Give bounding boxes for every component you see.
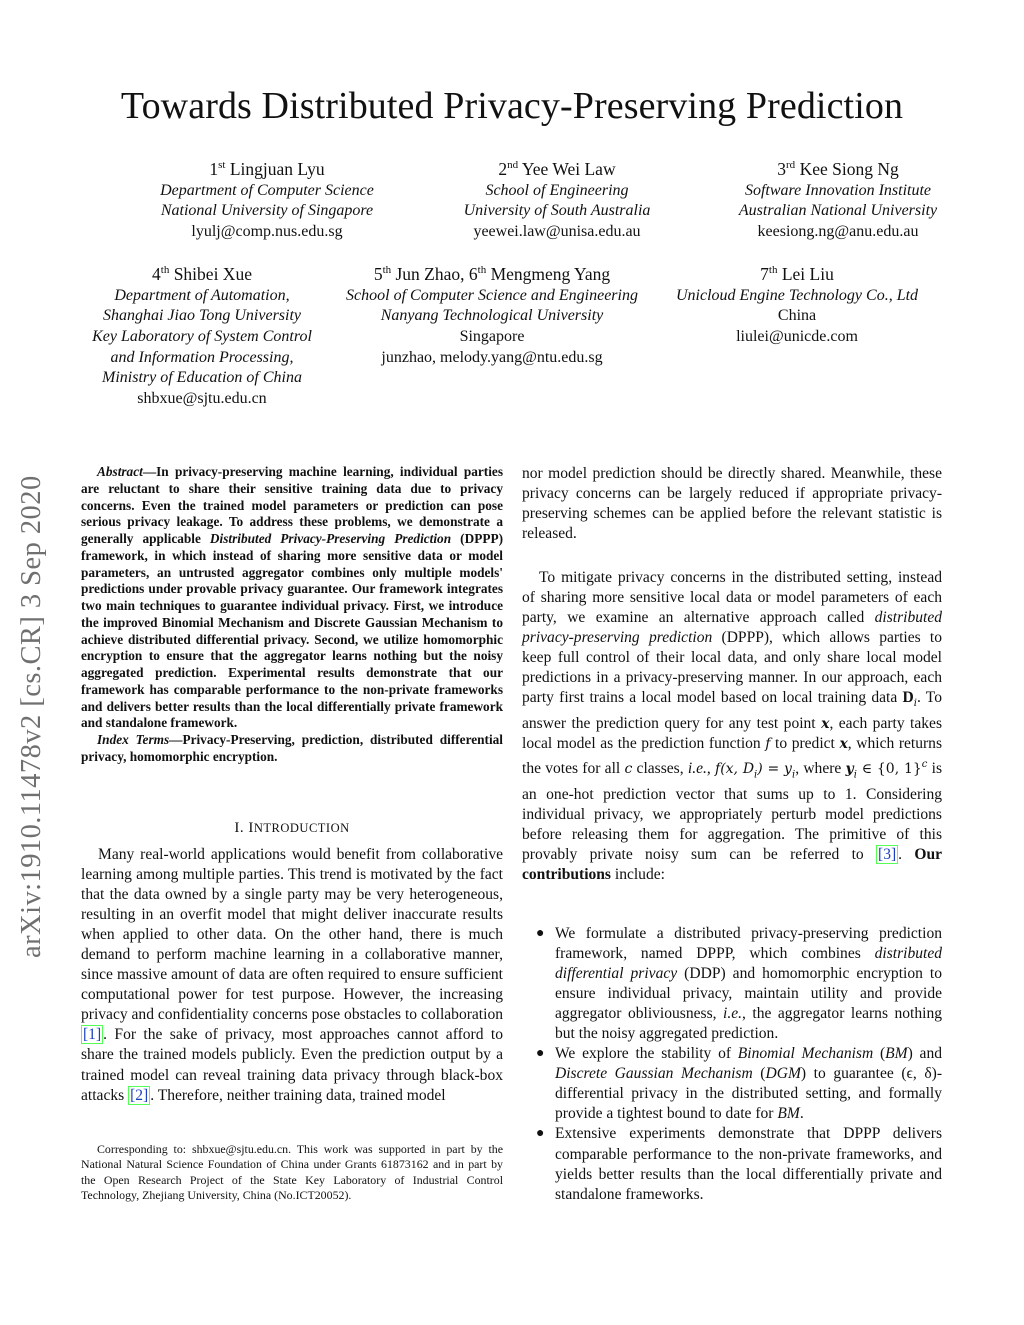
author-2-name: Yee Wei Law bbox=[521, 158, 616, 179]
author-7-name: Lei Liu bbox=[781, 263, 834, 284]
index-terms: —Privacy-Preserving, prediction, distributed differential privacy, homomorphic encryption. bbox=[81, 732, 503, 764]
author-7: 7th Lei Liu Unicloud Engine Technology Co., Ltd China liulei@unicde.com bbox=[652, 259, 942, 348]
paper-title: Towards Distributed Privacy-Preserving Prediction bbox=[120, 85, 904, 127]
author-7-country: China bbox=[777, 307, 817, 325]
intro-paragraph: Many real-world applications would benefit from collaborative learning among multiple parties. This trend is motivated by the fact that the data owned by a single party may be very heterogeneous, resulting in an overfit model that might deliver inaccurate results when applied to other data. On the other hand, there is much demand to perform machine learning in a collaborative manner, since massive amount of data are often required to ensure sufficient computational power for test purpose. However, the increasing privacy and confidentiality concerns pose obstacles to collaboration [1] . For the sake of privacy, most approaches cannot afford to share the trained models publicly. Even the prediction output by a trained model can reveal training data privacy through black-box attacks [2] . Therefore, neither training data, trained model bbox=[81, 846, 503, 1104]
author-3-dept: Software Innovation Institute bbox=[744, 181, 932, 199]
index-terms-label: Index Terms bbox=[97, 732, 170, 747]
author-1: 1st Lingjuan Lyu Department of Computer Science National University of Singapore lyulj@comp.nus.edu.sg bbox=[131, 154, 403, 243]
author-4-line: Key Laboratory of System Control bbox=[92, 328, 312, 346]
author-2-inst: University of South Australia bbox=[463, 202, 651, 220]
author-4-line: Department of Automation, bbox=[114, 286, 290, 304]
contributions-list bbox=[522, 924, 942, 1205]
author-2-dept: School of Engineering bbox=[485, 181, 629, 199]
author-4-email: shbxue@sjtu.edu.cn bbox=[137, 389, 267, 407]
author-3-email: keesiong.ng@anu.edu.au bbox=[757, 223, 919, 241]
abstract: Abstract—In privacy-preserving machine learning, individual parties are reluctant to share their sensitive training data due to privacy concerns. Even the trained model parameters or prediction can pose serious privacy leakage. To address these problems, we demonstrate a generally applicable Distributed Privacy-Preserving Prediction (DPPP) framework, in which instead of sharing more sensitive data or model parameters, an untrusted aggregator combines only multiple models' predictions under provable privacy guarantee. Our framework integrates two main techniques to guarantee individual privacy. First, we introduce the improved Binomial Mechanism and Discrete Gaussian Mechanism to achieve distributed differential privacy. Second, we utilize homomorphic encryption to ensure that the aggregator learns nothing but the noisy aggregated prediction. Experimental results demonstrate that our framework has comparable performance to the non-private frameworks and delivers better results than the local differentially private framework and standalone framework. Index Terms—Privacy-Preserving, prediction, distributed differential privacy, homomorphic encryption. bbox=[81, 464, 503, 764]
abstract-label: Abstract bbox=[97, 464, 143, 479]
bullet-icon: ● bbox=[536, 926, 545, 941]
author-5-country: Singapore bbox=[459, 328, 525, 346]
author-7-email: liulei@unicde.com bbox=[736, 328, 858, 346]
section-heading-introduction: I. INTRODUCTION bbox=[234, 820, 350, 836]
author-4: 4th Shibei Xue Department of Automation, Shanghai Jiao Tong University Key Laboratory of System Control and Information Processing, Ministry of Education of China shbxue@sjtu.edu.cn bbox=[66, 259, 338, 409]
author-1-inst: National University of Singapore bbox=[160, 202, 374, 220]
author-2: 2nd Yee Wei Law School of Engineering University of South Australia yeewei.law@unisa.edu.au bbox=[421, 154, 693, 243]
author-4-line: Ministry of Education of China bbox=[102, 369, 302, 387]
author-4-name: Shibei Xue bbox=[173, 263, 252, 284]
author-6-name: Mengmeng Yang bbox=[490, 263, 611, 284]
author-3-name: Kee Siong Ng bbox=[799, 158, 899, 179]
citation-2[interactable]: [2] bbox=[130, 1086, 149, 1104]
bullet-icon: ● bbox=[536, 1126, 545, 1142]
bullet-icon: ● bbox=[536, 1046, 545, 1062]
citation-1[interactable]: [1] bbox=[83, 1026, 102, 1044]
author-2-email: yeewei.law@unisa.edu.au bbox=[473, 223, 641, 241]
list-item: ● We explore the stability of Binomial Mechanism (BM) and Discrete Gaussian Mechanism (DGM) to guarantee (ϵ, δ)-differential privacy in the distributed setting, and formally provide a tightest bound to date for BM. bbox=[536, 1045, 942, 1123]
author-5-6: 5th Jun Zhao, 6th Mengmeng Yang School of Computer Science and Engineering Nanyang Technological University Singapore junzhao, melody.yang@ntu.edu.sg bbox=[322, 259, 662, 368]
author-5-name: Jun Zhao, bbox=[395, 263, 469, 284]
author-7-inst: Unicloud Engine Technology Co., Ltd bbox=[675, 286, 919, 304]
author-1-dept: Department of Computer Science bbox=[160, 181, 374, 199]
arxiv-stamp: arXiv:1910.11478v2 [cs.CR] 3 Sep 2020 bbox=[16, 475, 47, 958]
author-4-line: and Information Processing, bbox=[110, 348, 294, 366]
list-item: ● We formulate a distributed privacy-preserving prediction framework, named DPPP, which combines distributed differential privacy (DDP) and homomorphic encryption to ensure individual privacy, maintain utility and provide aggregator obliviousness, i.e., the aggregator learns nothing but the noisy aggregated prediction. bbox=[536, 925, 942, 1043]
author-5-email: junzhao, melody.yang@ntu.edu.sg bbox=[381, 348, 603, 366]
intro-paragraph-2: To mitigate privacy concerns in the distributed setting, instead of sharing more sensitive local data or model parameters of each party, we examine an alternative approach called distributed privacy-preserving prediction (DPPP), which allows parties to keep full control of their local data, and only share local model predictions in a privacy-preserving manner. In our approach, each party first trains a local model based on local training data $D_i$. To answer the prediction query for any test point x, each party takes local model as the prediction function f to predict x, which returns the votes for all c classes, i.e., f(x, $D_i) = y_i$, where $y_i$ ∈ {0, 1}$^c$ is an one-hot prediction vector that sums up to 1. Considering individual privacy, we appropriately perturb model predictions before releasing them for aggregation. The primitive of this provably private noisy sum can be referred to [3] . Our contributions include: bbox=[522, 569, 942, 884]
author-3-inst: Australian National University bbox=[738, 202, 938, 220]
author-3: 3rd Kee Siong Ng Software Innovation Institute Australian National University keesiong.ng@anu.edu.au bbox=[702, 154, 974, 243]
author-4-line: Shanghai Jiao Tong University bbox=[102, 307, 302, 325]
intro-continuation: nor model prediction should be directly shared. Meanwhile, these privacy concerns can be largely reduced if appropriate privacy-preserving schemes can be applied before the relevant statistic is released. bbox=[522, 465, 942, 543]
author-5-inst: Nanyang Technological University bbox=[380, 307, 604, 325]
list-item: ● Extensive experiments demonstrate that DPPP delivers comparable performance to the non-private frameworks, and yields better results than the local differentially private and standalone frameworks. bbox=[536, 1125, 942, 1203]
author-1-name: Lingjuan Lyu bbox=[229, 158, 325, 179]
author-5-dept: School of Computer Science and Engineering bbox=[346, 286, 638, 304]
footnote: Corresponding to: shbxue@sjtu.edu.cn. This work was supported in part by the National Natural Science Foundation of China under Grants 61873162 and in part by the Open Research Project of the State Key Laboratory of Industrial Control Technology, Zhejiang University, China (No.ICT20052). bbox=[81, 1142, 503, 1202]
author-1-email: lyulj@comp.nus.edu.sg bbox=[191, 223, 343, 241]
citation-3[interactable]: [3] bbox=[878, 846, 897, 863]
